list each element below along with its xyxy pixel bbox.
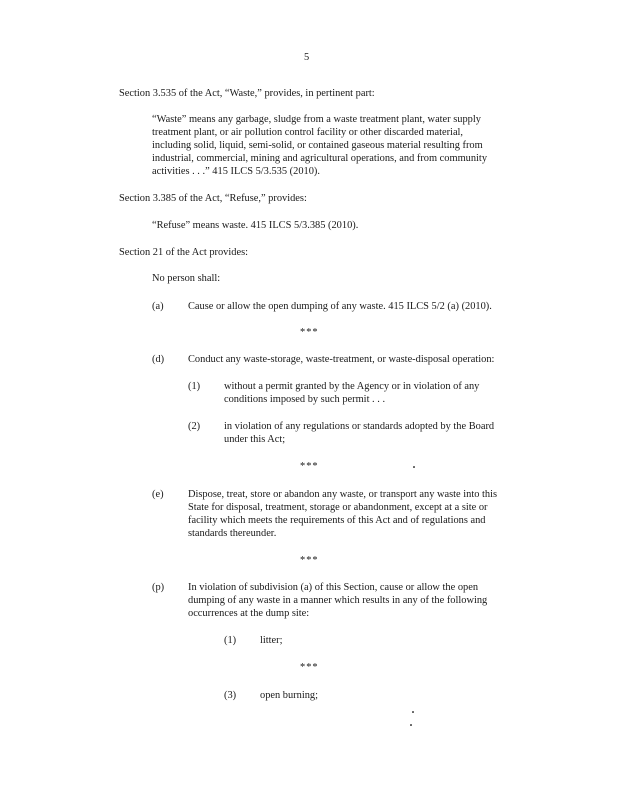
item-d-label: (d)	[152, 354, 165, 365]
section21-intro: No person shall:	[152, 273, 221, 284]
waste-quote-line-2: treatment plant, or air pollution control facility or other discarded material,	[152, 127, 464, 138]
item-d-text: Conduct any waste-storage, waste-treatment, or waste-disposal operation:	[188, 354, 495, 365]
waste-section-heading: Section 3.535 of the Act, “Waste,” provides, in pertinent part:	[119, 88, 375, 99]
section21-heading: Section 21 of the Act provides:	[119, 247, 248, 258]
separator-4: ***	[300, 662, 319, 673]
item-a-label: (a)	[152, 301, 164, 312]
item-p3-label: (3)	[224, 690, 237, 701]
item-e-line-4: standards thereunder.	[188, 528, 277, 539]
separator-2: ***	[300, 461, 319, 472]
refuse-quote: “Refuse” means waste. 415 ILCS 5/3.385 (2010).	[152, 220, 359, 231]
item-p1-text: litter;	[260, 635, 283, 646]
item-d2-line-1: in violation of any regulations or standards adopted by the Board	[224, 421, 495, 432]
refuse-section-heading: Section 3.385 of the Act, “Refuse,” provides:	[119, 193, 307, 204]
scan-speck	[412, 711, 414, 713]
item-e-line-1: Dispose, treat, store or abandon any waste, or transport any waste into this	[188, 489, 498, 500]
page-number: 5	[304, 52, 310, 63]
item-p-line-1: In violation of subdivision (a) of this Section, cause or allow the open	[188, 582, 479, 593]
waste-quote-line-5: activities . . .” 415 ILCS 5/3.535 (2010).	[152, 166, 320, 177]
item-e-line-2: State for disposal, treatment, storage or abandonment, except at a site or	[188, 502, 488, 513]
item-p-line-3: occurrences at the dump site:	[188, 608, 310, 619]
waste-quote-line-4: industrial, commercial, mining and agricultural operations, and from community	[152, 153, 488, 164]
item-p1-label: (1)	[224, 635, 237, 646]
item-p-label: (p)	[152, 582, 165, 593]
waste-quote-line-1: “Waste” means any garbage, sludge from a waste treatment plant, water supply	[152, 114, 481, 125]
item-d1-line-1: without a permit granted by the Agency or in violation of any	[224, 381, 480, 392]
item-a-text: Cause or allow the open dumping of any waste. 415 ILCS 5/2 (a) (2010).	[188, 301, 492, 312]
item-d2-line-2: under this Act;	[224, 434, 286, 445]
separator-1: ***	[300, 327, 319, 338]
waste-quote-line-3: including solid, liquid, semi-solid, or contained gaseous material resulting from	[152, 140, 483, 151]
item-d1-label: (1)	[188, 381, 201, 392]
item-e-label: (e)	[152, 489, 164, 500]
item-p3-text: open burning;	[260, 690, 319, 701]
item-d1-line-2: conditions imposed by such permit . . .	[224, 394, 386, 405]
scan-speck	[413, 466, 415, 468]
item-p-line-2: dumping of any waste in a manner which results in any of the following	[188, 595, 488, 606]
item-d2-label: (2)	[188, 421, 201, 432]
separator-3: ***	[300, 555, 319, 566]
item-e-line-3: facility which meets the requirements of this Act and of regulations and	[188, 515, 486, 526]
scan-speck	[410, 724, 412, 726]
